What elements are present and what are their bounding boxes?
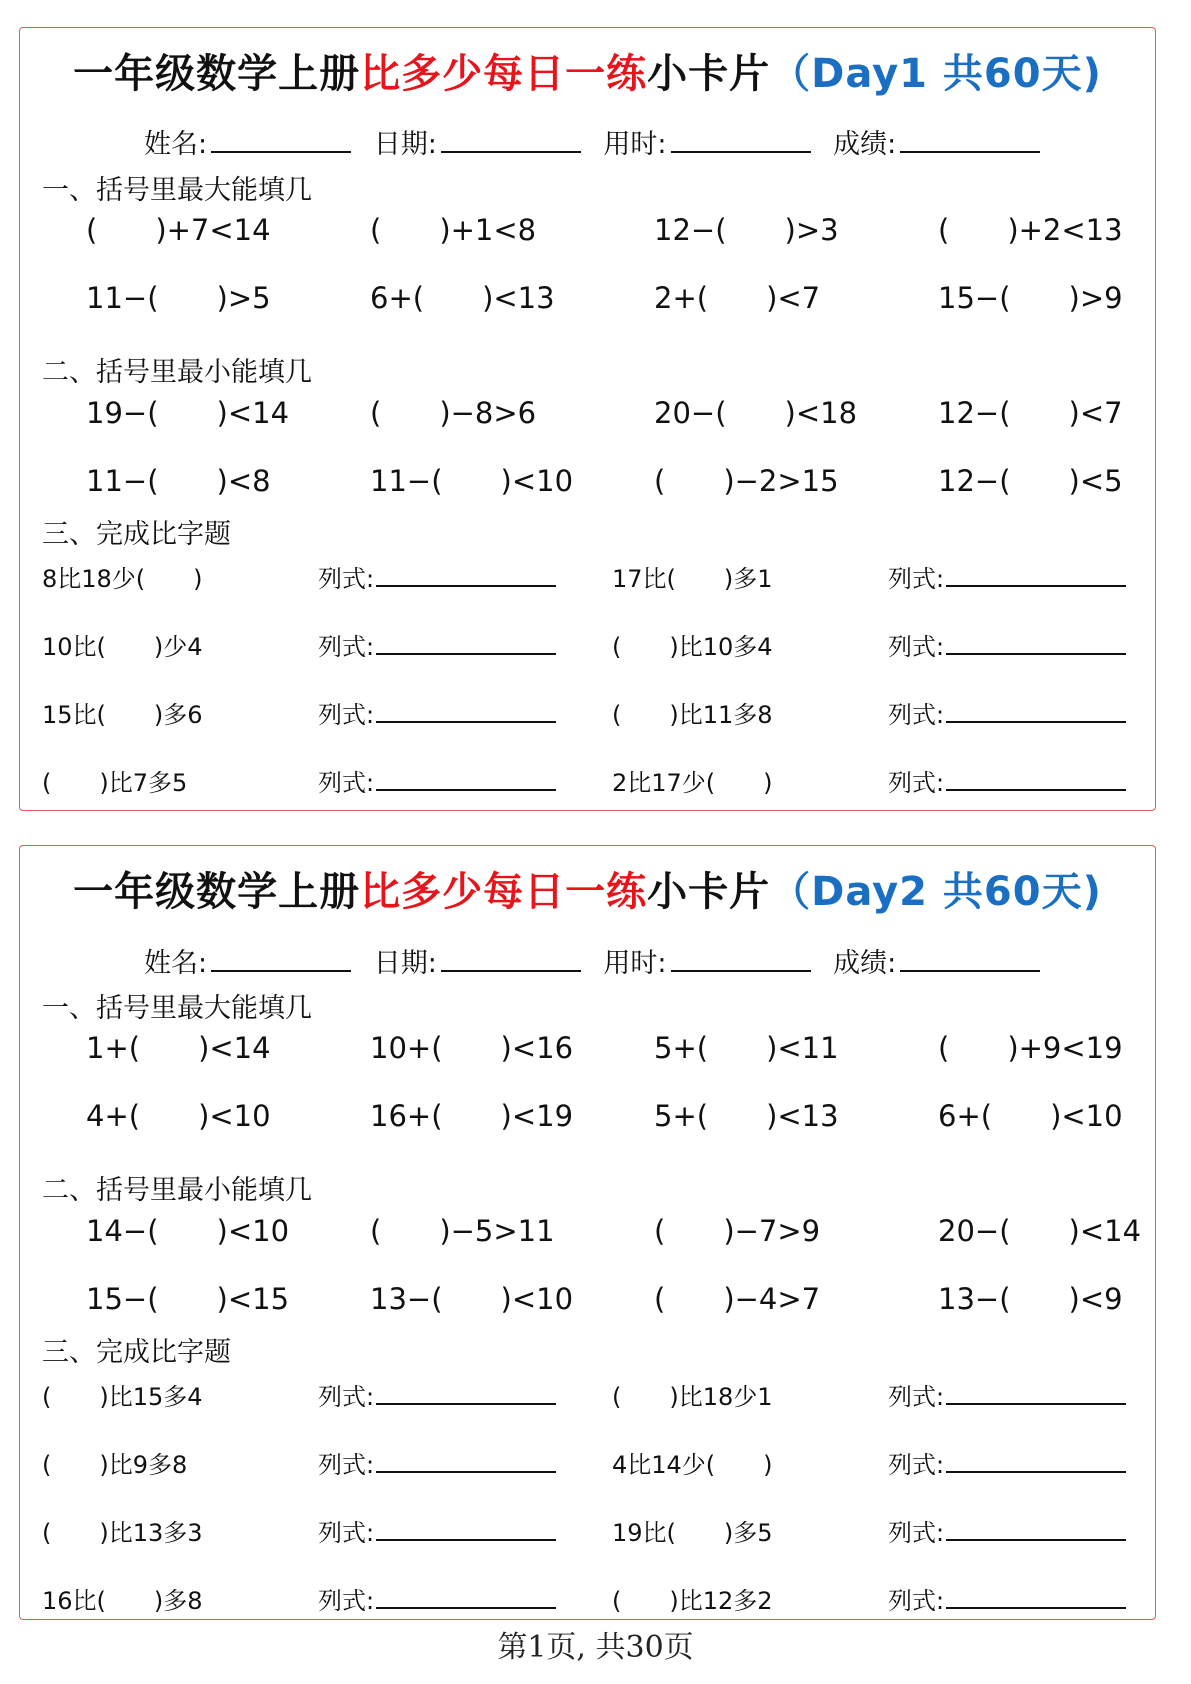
equation-field[interactable]: 列式: — [888, 627, 1126, 662]
problem[interactable]: 20−( )<18 — [654, 396, 858, 430]
student-info-row — [144, 941, 1054, 980]
problem[interactable]: ( )+1<8 — [370, 213, 537, 247]
comparison-problem: ( )比12多2 — [612, 1587, 773, 1615]
name-label: 姓名: — [144, 948, 208, 979]
comparison-problem: ( )比10多4 — [612, 633, 773, 661]
problem[interactable]: ( )+7<14 — [86, 213, 271, 247]
problem[interactable]: 5+( )<11 — [654, 1031, 839, 1065]
equation-field[interactable]: 列式: — [318, 763, 556, 798]
problem[interactable]: 20−( )<14 — [938, 1214, 1142, 1248]
problem[interactable]: 10+( )<16 — [370, 1031, 574, 1065]
comparison-problem: 15比( )多6 — [42, 701, 203, 729]
name-field[interactable] — [211, 129, 351, 153]
problem[interactable]: 13−( )<10 — [370, 1282, 574, 1316]
problem[interactable]: 6+( )<13 — [370, 281, 555, 315]
comparison-problem: ( )比11多8 — [612, 701, 773, 729]
practice-card-day1 — [19, 27, 1156, 811]
problem[interactable]: 11−( )>5 — [86, 281, 271, 315]
problem[interactable]: 14−( )<10 — [86, 1214, 290, 1248]
score-label: 成绩: — [833, 948, 897, 979]
problem[interactable]: 19−( )<14 — [86, 396, 290, 430]
problem[interactable]: ( )−5>11 — [370, 1214, 555, 1248]
date-field[interactable] — [441, 948, 581, 972]
score-field[interactable] — [900, 129, 1040, 153]
equation-field[interactable]: 列式: — [318, 1445, 556, 1480]
equation-field[interactable]: 列式: — [888, 1377, 1126, 1412]
problem[interactable]: ( )−8>6 — [370, 396, 537, 430]
problem[interactable]: ( )−7>9 — [654, 1214, 821, 1248]
problem[interactable]: 15−( )<15 — [86, 1282, 290, 1316]
date-label: 日期: — [373, 948, 437, 979]
equation-field[interactable]: 列式: — [888, 1581, 1126, 1616]
equation-field[interactable]: 列式: — [888, 1445, 1126, 1480]
section-heading: 一、括号里最大能填几 — [42, 993, 312, 1024]
equation-field[interactable]: 列式: — [888, 763, 1126, 798]
time-field[interactable] — [671, 129, 811, 153]
comparison-problem: 10比( )少4 — [42, 633, 203, 661]
card-title: 一年级数学上册比多少每日一练小卡片（Day2 共60天) — [73, 869, 1102, 915]
comparison-problem: ( )比15多4 — [42, 1383, 203, 1411]
comparison-problem: 16比( )多8 — [42, 1587, 203, 1615]
problem[interactable]: 11−( )<10 — [370, 464, 574, 498]
problem[interactable]: ( )+9<19 — [938, 1031, 1123, 1065]
section-heading: 二、括号里最小能填几 — [42, 357, 312, 388]
equation-field[interactable]: 列式: — [318, 695, 556, 730]
time-label: 用时: — [603, 948, 667, 979]
problem[interactable]: 15−( )>9 — [938, 281, 1123, 315]
date-field[interactable] — [441, 129, 581, 153]
equation-field[interactable]: 列式: — [888, 695, 1126, 730]
problem[interactable]: ( )−2>15 — [654, 464, 839, 498]
problem[interactable]: ( )−4>7 — [654, 1282, 821, 1316]
problem[interactable]: 11−( )<8 — [86, 464, 271, 498]
problem[interactable]: ( )+2<13 — [938, 213, 1123, 247]
problem[interactable]: 12−( )<5 — [938, 464, 1123, 498]
problem[interactable]: 2+( )<7 — [654, 281, 821, 315]
problem[interactable]: 12−( )<7 — [938, 396, 1123, 430]
problem[interactable]: 1+( )<14 — [86, 1031, 271, 1065]
section-heading: 三、完成比字题 — [42, 1337, 231, 1368]
date-label: 日期: — [373, 129, 437, 160]
practice-card-day2 — [19, 845, 1156, 1620]
problem[interactable]: 6+( )<10 — [938, 1099, 1123, 1133]
comparison-problem: 4比14少( ) — [612, 1451, 773, 1479]
comparison-problem: 2比17少( ) — [612, 769, 773, 797]
equation-field[interactable]: 列式: — [318, 1513, 556, 1548]
comparison-problem: ( )比7多5 — [42, 769, 188, 797]
section-heading: 二、括号里最小能填几 — [42, 1175, 312, 1206]
card-title: 一年级数学上册比多少每日一练小卡片（Day1 共60天) — [73, 51, 1102, 97]
equation-field[interactable]: 列式: — [318, 559, 556, 594]
section-heading: 一、括号里最大能填几 — [42, 175, 312, 206]
name-field[interactable] — [211, 948, 351, 972]
equation-field[interactable]: 列式: — [318, 1581, 556, 1616]
problem[interactable]: 4+( )<10 — [86, 1099, 271, 1133]
comparison-problem: 17比( )多1 — [612, 565, 773, 593]
problem[interactable]: 16+( )<19 — [370, 1099, 574, 1133]
problem[interactable]: 5+( )<13 — [654, 1099, 839, 1133]
comparison-problem: ( )比18少1 — [612, 1383, 773, 1411]
name-label: 姓名: — [144, 129, 208, 160]
comparison-problem: 8比18少( ) — [42, 565, 203, 593]
equation-field[interactable]: 列式: — [318, 627, 556, 662]
equation-field[interactable]: 列式: — [888, 1513, 1126, 1548]
page-footer: 第1页, 共30页 — [497, 1630, 694, 1665]
problem[interactable]: 12−( )>3 — [654, 213, 839, 247]
student-info-row — [144, 122, 1054, 161]
comparison-problem: ( )比9多8 — [42, 1451, 188, 1479]
problem[interactable]: 13−( )<9 — [938, 1282, 1123, 1316]
equation-field[interactable]: 列式: — [318, 1377, 556, 1412]
comparison-problem: ( )比13多3 — [42, 1519, 203, 1547]
equation-field[interactable]: 列式: — [888, 559, 1126, 594]
score-field[interactable] — [900, 948, 1040, 972]
section-heading: 三、完成比字题 — [42, 519, 231, 550]
time-field[interactable] — [671, 948, 811, 972]
score-label: 成绩: — [833, 129, 897, 160]
time-label: 用时: — [603, 129, 667, 160]
comparison-problem: 19比( )多5 — [612, 1519, 773, 1547]
